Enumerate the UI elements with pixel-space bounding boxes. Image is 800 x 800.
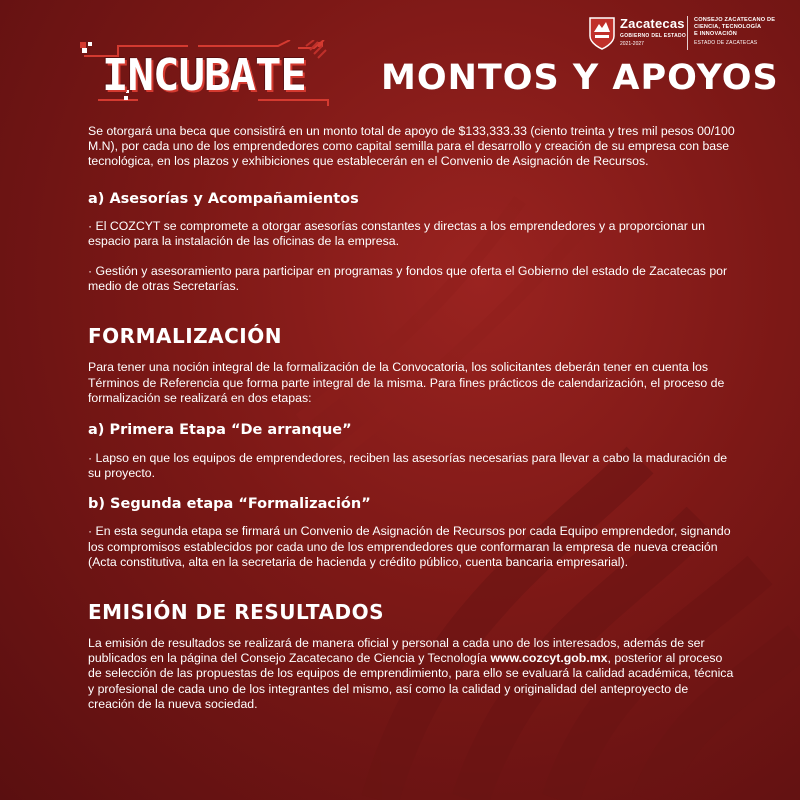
etapa2-heading: b) Segunda etapa “Formalización” (88, 496, 371, 513)
formalizacion-heading: FORMALIZACIÓN (88, 324, 282, 349)
etapa1-heading: a) Primera Etapa “De arranque” (88, 422, 352, 439)
government-logo (588, 14, 788, 54)
website-link[interactable]: www.cozcyt.gob.mx (490, 651, 608, 666)
asesorias-heading: a) Asesorías y Acompañamientos (88, 190, 359, 207)
asesorias-paragraph-2: · Gestión y asesoramiento para participar en programas y fondos que oferta el Gobierno del estado de Zacatecas por medio de otras Secretarías. (88, 264, 728, 294)
resultados-text-before: La emisión de resultados se realizará de manera oficial y personal a cada uno de los interesados, además de ser publicados en la página del Consejo Zacatecano de Ciencia y Tecnología (88, 636, 705, 666)
content-body (88, 124, 738, 712)
logo-name: Zacatecas (620, 16, 685, 31)
org-name-line2: CIENCIA, TECNOLOGÍA (694, 24, 762, 30)
etapa1-paragraph: · Lapso en que los equipos de emprendedores, reciben las asesorías necesarias para llevar a cabo la maduración de su proyecto. (88, 451, 728, 481)
org-name-line1: CONSEJO ZACATECANO DE (694, 17, 776, 23)
org-name-line4: ESTADO DE ZACATECAS (694, 40, 758, 46)
resultados-heading: EMISIÓN DE RESULTADOS (88, 600, 384, 625)
formalizacion-intro: Para tener una noción integral de la formalización de la Convocatoria, los solicitantes deberán tener en cuenta los Términos de Referencia que forma parte integral de la misma. Para fines prácticos de calendarización, el proceso de formalización se realizará en dos etapas: (88, 360, 725, 405)
asesorias-paragraph-1: · El COZCYT se compromete a otorgar asesorías constantes y directas a los emprendedores y a proporcionar un espacio para la instalación de las oficinas de la empresa. (88, 218, 705, 248)
logo-years: 2021-2027 (620, 41, 644, 47)
logo-subtitle: GOBIERNO DEL ESTADO (620, 33, 687, 39)
page-title: MONTOS Y APOYOS (381, 58, 779, 98)
resultados-paragraph (88, 636, 738, 712)
zacatecas-shield-icon (588, 16, 616, 50)
incubate-logo (78, 40, 378, 110)
org-name-line3: E INNOVACIÓN (694, 31, 738, 37)
resultados-text-after: , posterior al proceso de selección de las propuestas de los equipos de emprendimiento, para ello se evaluará la calidad académica, técnica y profesional de cada uno de los integrantes del mismo, así como la calidad y originalidad del anteproyecto de creación de la nueva sociedad. (88, 651, 734, 711)
etapa2-paragraph: · En esta segunda etapa se firmará un Convenio de Asignación de Recursos por cada Equipo emprendedor, signando los compromisos establecidos por cada uno de los emprendedores que conformaran la empresa de nueva creación (Acta constitutiva, alta en la secretaria de hacienda y crédito público, cuenta bancaria empresarial). (88, 524, 731, 569)
logo-divider (687, 16, 688, 50)
brand-wordmark: INCUBATE (102, 50, 306, 101)
intro-paragraph: Se otorgará una beca que consistirá en un monto total de apoyo de $133,333.33 (ciento treinta y tres mil pesos 00/100 M.N), por cada uno de los emprendedores como capital semilla para el desarrollo y creación de su empresa con base tecnológica, en los plazos y exhibiciones que establecerán en el Convenio de Asignación de Recursos. (88, 124, 735, 169)
